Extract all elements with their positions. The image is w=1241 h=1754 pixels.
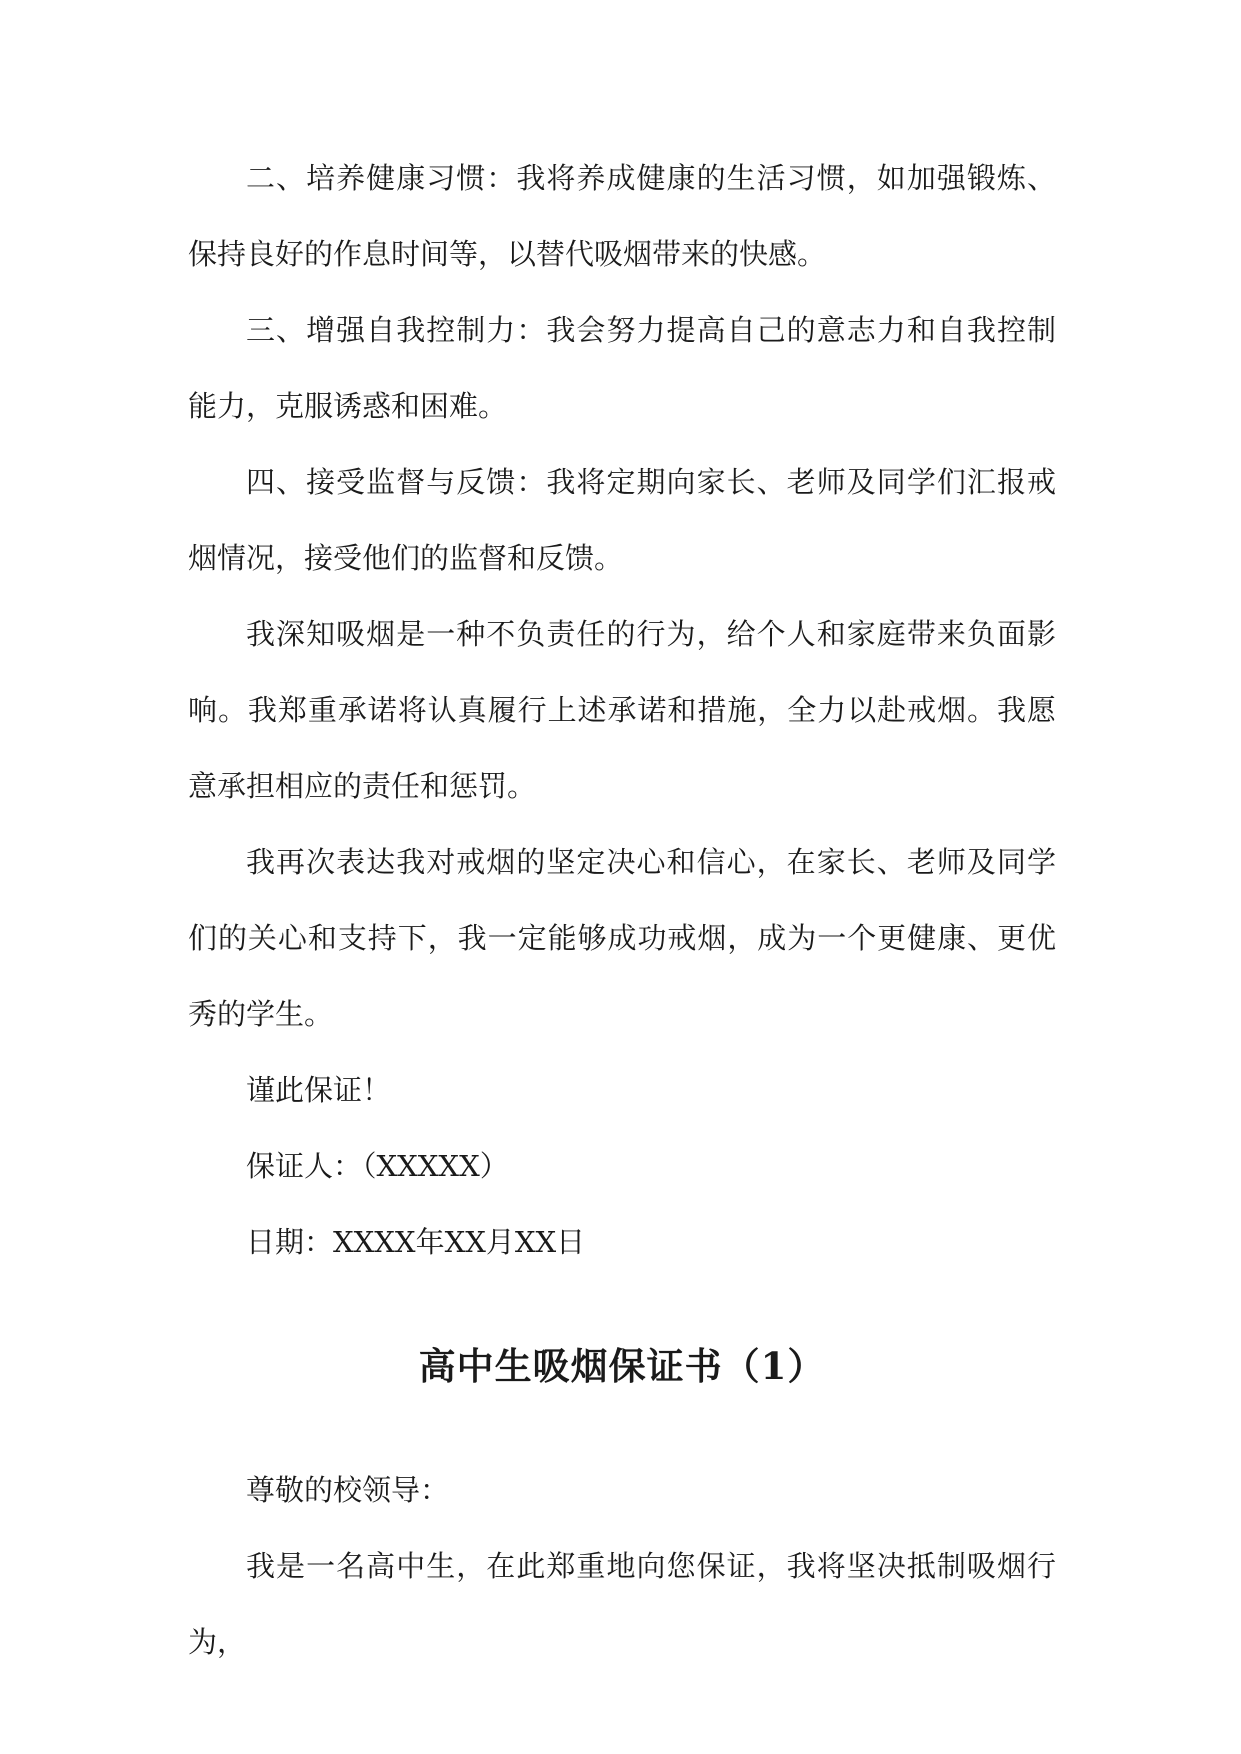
paragraph-supervision: 四、接受监督与反馈：我将定期向家长、老师及同学们汇报戒烟情况，接受他们的监督和反馈。 (188, 465, 1056, 575)
salutation-line: 尊敬的校领导： (246, 1473, 450, 1507)
paragraph-determination: 我再次表达我对戒烟的坚定决心和信心，在家长、老师及同学们的关心和支持下，我一定能够成功戒烟，成为一个更健康、更优秀的学生。 (188, 845, 1056, 1031)
paragraph-healthy-habits: 二、培养健康习惯：我将养成健康的生活习惯，如加强锻炼、保持良好的作息时间等，以替代吸烟带来的快感。 (188, 161, 1056, 271)
date-line: 日期：XXXX年XX月XX日 (246, 1225, 586, 1259)
guarantor-line: 保证人：（XXXXX） (246, 1149, 509, 1183)
paragraph-responsibility: 我深知吸烟是一种不负责任的行为，给个人和家庭带来负面影响。我郑重承诺将认真履行上述承诺和措施，全力以赴戒烟。我愿意承担相应的责任和惩罚。 (188, 617, 1056, 803)
paragraph-opening: 我是一名高中生，在此郑重地向您保证，我将坚决抵制吸烟行为， (188, 1549, 1056, 1659)
section-title: 高中生吸烟保证书（1） (418, 1344, 826, 1388)
closing-line: 谨此保证！ (246, 1073, 392, 1107)
paragraph-self-control: 三、增强自我控制力：我会努力提高自己的意志力和自我控制能力，克服诱惑和困难。 (188, 313, 1056, 423)
document-body (188, 140, 1056, 1680)
